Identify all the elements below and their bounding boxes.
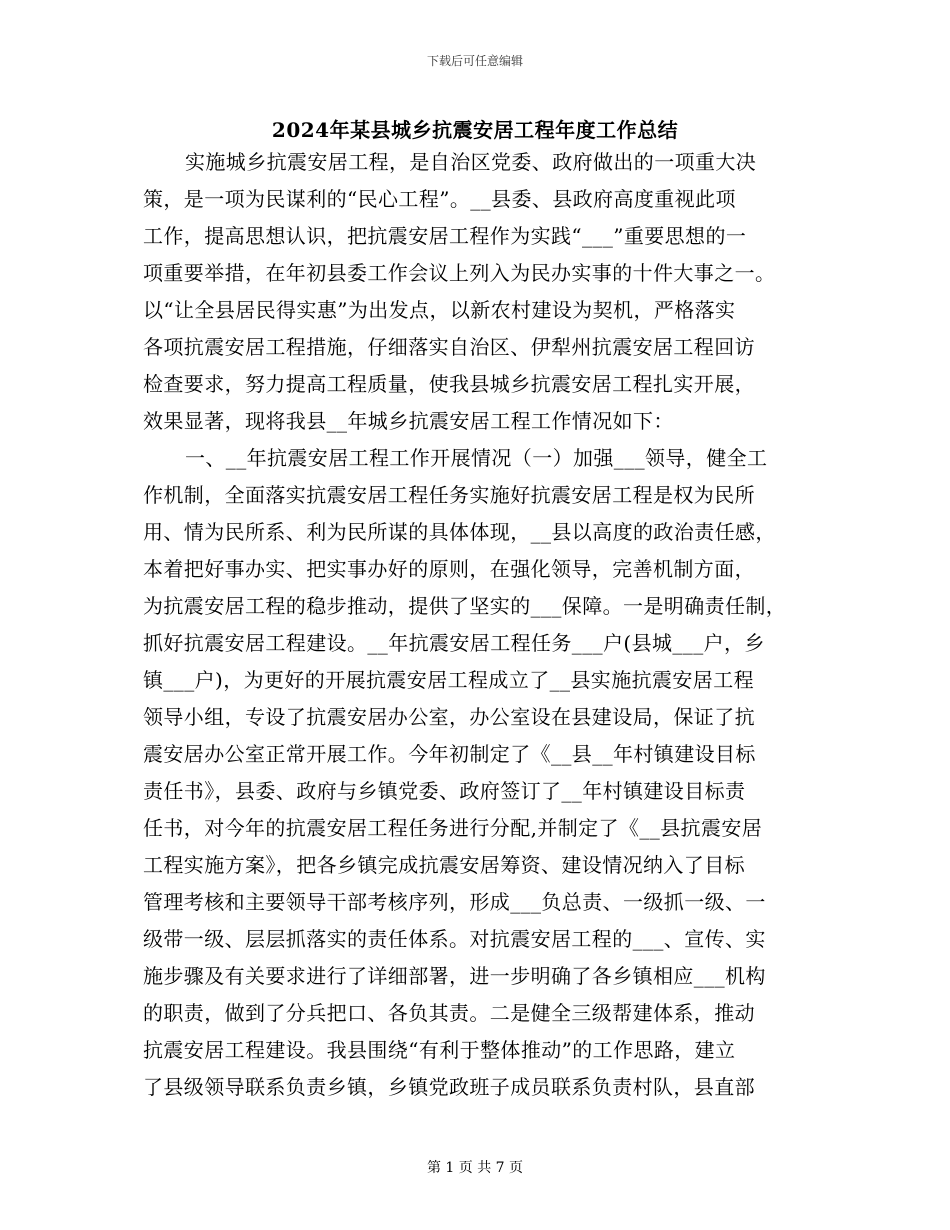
body-line: 检查要求，努力提高工程质量，使我县城乡抗震安居工程扎实开展， [143, 372, 755, 396]
body-line: 工作，提高思想认识，把抗震安居工程作为实践“___”重要思想的一 [143, 224, 747, 248]
document-body [143, 144, 807, 1106]
body-line: 一、__年抗震安居工程工作开展情况（一）加强___领导，健全工 [185, 446, 768, 470]
body-line: 作机制，全面落实抗震安居工程任务实施好抗震安居工程是权为民所 [143, 483, 755, 507]
body-line: 管理考核和主要领导干部考核序列，形成___负总责、一级抓一级、一 [143, 890, 766, 914]
body-line: 责任书》，县委、政府与乡镇党委、政府签订了__年村镇建设目标责 [143, 779, 746, 803]
body-line: 震安居办公室正常开展工作。今年初制定了《__县__年村镇建设目标 [143, 742, 756, 766]
body-line: 为抗震安居工程的稳步推动，提供了坚实的___保障。一是明确责任制， [143, 594, 787, 618]
body-line: 领导小组，专设了抗震安居办公室，办公室设在县建设局，保证了抗 [143, 705, 755, 729]
body-line: 项重要举措，在年初县委工作会议上列入为民办实事的十件大事之一。 [143, 261, 776, 285]
body-line: 镇___户)，为更好的开展抗震安居工程成立了__县实施抗震安居工程 [143, 668, 755, 692]
body-line: 抗震安居工程建设。我县围绕“有利于整体推动”的工作思路，建立 [143, 1038, 736, 1062]
body-line: 了县级领导联系负责乡镇，乡镇党政班子成员联系负责村队，县直部 [143, 1075, 755, 1099]
document-title: 2024年某县城乡抗震安居工程年度工作总结 [271, 118, 679, 142]
body-line: 各项抗震安居工程措施，仔细落实自治区、伊犁州抗震安居工程回访 [143, 335, 755, 359]
body-line: 本着把好事办实、把实事办好的原则，在强化领导，完善机制方面， [143, 557, 755, 581]
body-line: 用、情为民所系、利为民所谋的具体体现，__县以高度的政治责任感， [143, 520, 776, 544]
body-line: 抓好抗震安居工程建设。__年抗震安居工程任务___户(县城___户，乡 [143, 631, 765, 655]
page-header-note: 下载后可任意编辑 [426, 54, 523, 68]
body-line: 效果显著，现将我县__年城乡抗震安居工程工作情况如下： [143, 409, 674, 433]
body-line: 策，是一项为民谋利的“民心工程”。__县委、县政府高度重视此项 [143, 187, 736, 211]
body-line: 以“让全县居民得实惠”为出发点，以新农村建设为契机，严格落实 [143, 298, 736, 322]
body-line: 施步骤及有关要求进行了详细部署，进一步明确了各乡镇相应___机构 [143, 964, 766, 988]
page-number: 第 1 页 共 7 页 [426, 1160, 524, 1176]
body-line: 任书，对今年的抗震安居工程任务进行分配,并制定了《__县抗震安居 [143, 816, 763, 840]
body-line: 的职责，做到了分兵把口、各负其责。二是健全三级帮建体系，推动 [143, 1001, 755, 1025]
body-line: 实施城乡抗震安居工程，是自治区党委、政府做出的一项重大决 [185, 150, 757, 174]
body-line: 级带一级、层层抓落实的责任体系。对抗震安居工程的___、宣传、实 [143, 927, 766, 951]
body-line: 工程实施方案》，把各乡镇完成抗震安居筹资、建设情况纳入了目标 [143, 853, 745, 877]
